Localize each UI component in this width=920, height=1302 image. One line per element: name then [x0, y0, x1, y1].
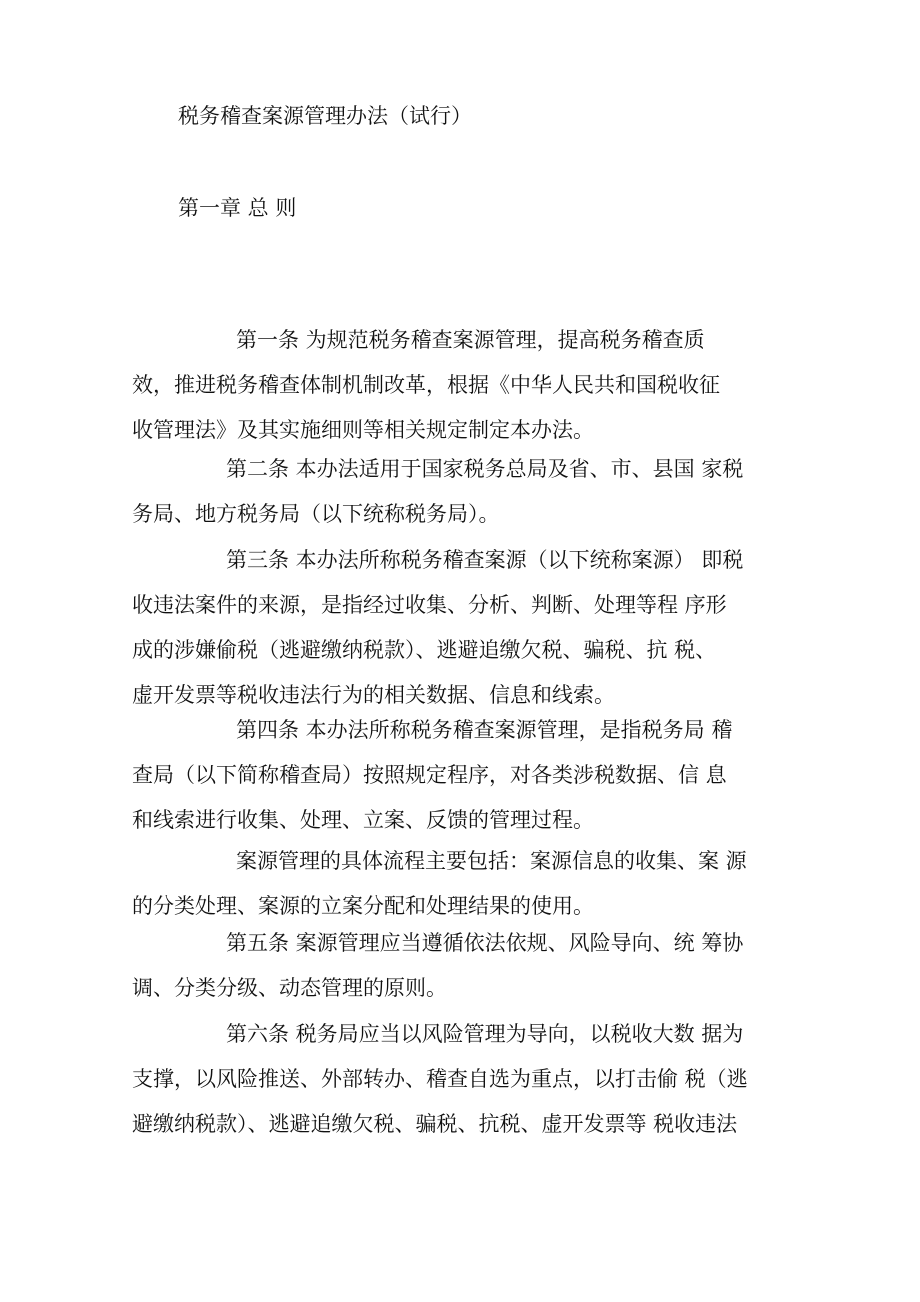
paragraph-line: 效，推进税务稽查体制机制改革，根据《中华人民共和国税收征	[132, 373, 720, 397]
chapter-heading: 第一章 总 则	[178, 196, 297, 220]
paragraph-line: 支撑，以风险推送、外部转办、稽查自选为重点，以打击偷 税（逃	[132, 1067, 748, 1091]
document-title: 税务稽查案源管理办法（试行）	[178, 104, 472, 128]
article-4	[132, 708, 812, 843]
paragraph-line: 第二条 本办法适用于国家税务总局及省、市、县国 家税	[226, 457, 744, 481]
paragraph-line: 收管理法》及其实施细则等相关规定制定本办法。	[132, 418, 594, 442]
paragraph-line: 收违法案件的来源，是指经过收集、分析、判断、处理等程 序形	[132, 593, 727, 617]
paragraph-line: 第一条 为规范税务稽查案源管理，提高税务稽查质	[236, 328, 705, 352]
article-5	[132, 921, 812, 1011]
paragraph-line: 虚开发票等税收违法行为的相关数据、信息和线索。	[132, 683, 615, 707]
paragraph-line: 调、分类分级、动态管理的原则。	[132, 976, 447, 1000]
paragraph-line: 查局（以下简称稽查局）按照规定程序，对各类涉税数据、信 息	[132, 763, 727, 787]
paragraph-line: 和线索进行收集、处理、立案、反馈的管理过程。	[132, 808, 594, 832]
article-4-process	[132, 839, 812, 929]
article-1	[132, 318, 812, 453]
paragraph-line: 避缴纳税款）、逃避追缴欠税、骗税、抗税、虚开发票等 税收违法	[132, 1112, 738, 1136]
article-3	[132, 538, 812, 718]
paragraph-line: 务局、地方税务局（以下统称税务局）。	[132, 502, 500, 526]
article-6	[132, 1012, 812, 1147]
paragraph-line: 成的涉嫌偷税（逃避缴纳税款）、逃避追缴欠税、骗税、抗 税、	[132, 638, 717, 662]
paragraph-line: 第六条 税务局应当以风险管理为导向，以税收大数 据为	[226, 1022, 744, 1046]
paragraph-line: 第三条 本办法所称税务稽查案源（以下统称案源） 即税	[226, 548, 744, 572]
paragraph-line: 第五条 案源管理应当遵循依法依规、风险导向、统 筹协	[226, 931, 744, 955]
paragraph-line: 的分类处理、案源的立案分配和处理结果的使用。	[132, 894, 594, 918]
paragraph-line: 案源管理的具体流程主要包括：案源信息的收集、案 源	[236, 849, 747, 873]
paragraph-line: 第四条 本办法所称税务稽查案源管理，是指税务局 稽	[236, 718, 733, 742]
article-2	[132, 447, 812, 537]
